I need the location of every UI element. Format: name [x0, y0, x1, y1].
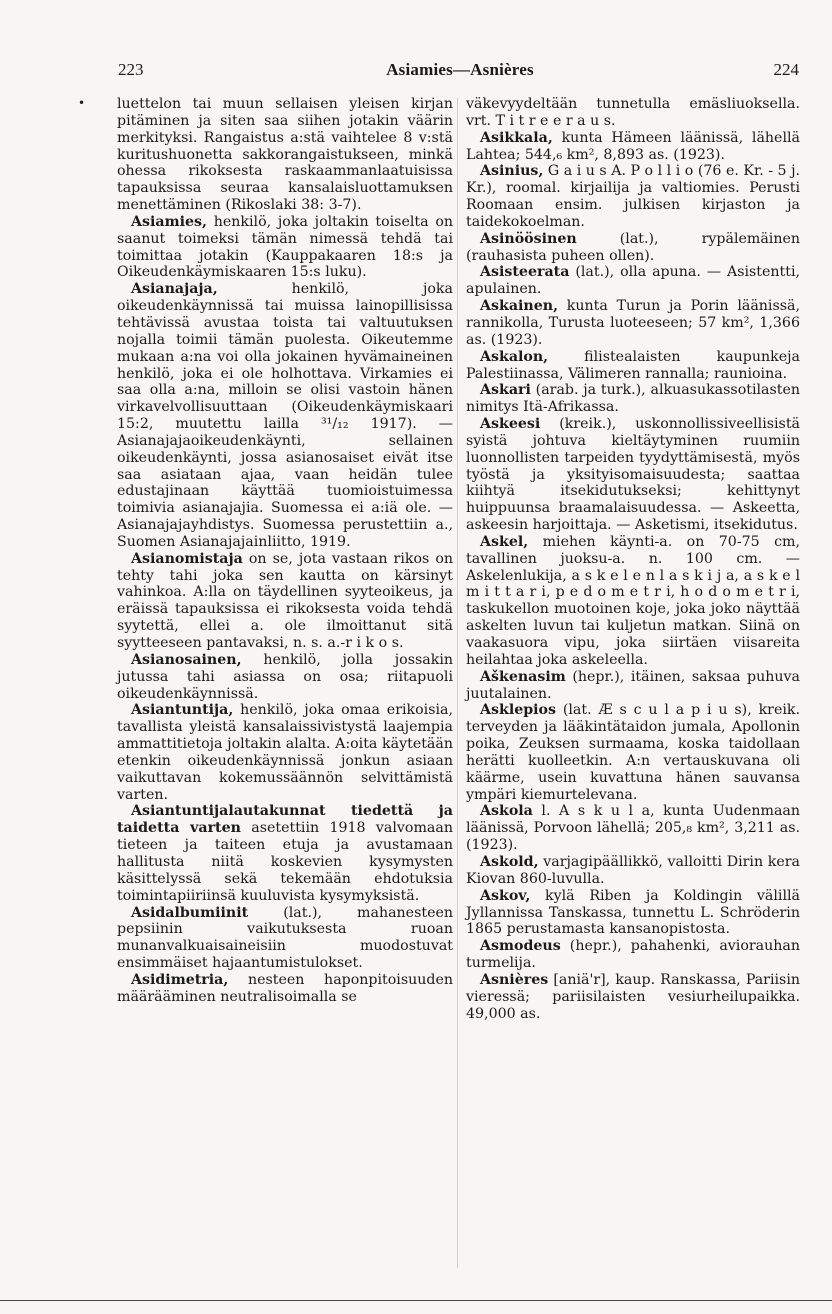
entry-text: (hepr.), itäinen, saksaa puhuva juutalainen.: [466, 668, 800, 702]
entry-text: henkilö, joka oikeudenkäynnissä tai muissa lainopillisissa tehtävissä avustaa toista tai valtuutuksen nojalla toimii tämän puolesta. Oikeutemme mukaan a:na voi olla jokainen hyvämaineinen henkilö, joka ei ole holhottava. Virkamies ei saa olla a:na, milloin se olisi vastoin hänen virkavelvollisuuttaan (Oikeudenkäymiskaari 15:2, muutettu lailla ³¹/₁₂ 1917). — Asianajajaoikeudenkäynti, sellainen oikeudenkäynti, jossa asianosaiset eivät itse saa asiataan ajaa, vaan heidän tulee edustajinaan käyttää tuomioistuimessa toimivia asianajajia. Suomessa ei a:iä ole. — Asianajajayhdistys. Suomessa perustettiin a., Suomen Asianajajainliitto, 1919.: [117, 281, 453, 550]
entry-headword: Asiantuntija,: [131, 702, 234, 719]
entry-headword: Asmodeus: [480, 938, 561, 955]
entry: [117, 803, 453, 904]
entry-text: nesteen haponpitoisuuden määrääminen neutralisoimalla se: [117, 971, 453, 1005]
column-divider: [457, 98, 458, 1268]
entry-headword: Asikkala,: [480, 129, 553, 146]
entry-text: kunta Hämeen läänissä, lähellä Lahtea; 544,₆ km², 8,893 as. (1923).: [466, 129, 800, 163]
entry: [117, 96, 453, 214]
entry-text: (arab. ja turk.), alkuasukassotilasten nimitys Itä-Afrikassa.: [466, 382, 800, 416]
entry-text: on se, jota vastaan rikos on tehty tahi joka sen kautta on kärsinyt vahinkoa. A:lla on täydellinen syyteoikeus, ja eräissä tapauksissa ei rikoksesta voida tehdä syytettä, ellei a. ole ilmoittanut sitä syytteeseen pantavaksi, n. s. a.-r i k o s.: [117, 550, 453, 651]
entry: [466, 534, 800, 669]
entry-text: l. A s k u l a, kunta Uudenmaan läänissä, Porvoon lähellä; 205,₈ km², 3,211 as. (1923).: [466, 803, 800, 854]
right-page-number: 224: [773, 60, 799, 79]
entry-headword: Asianajaja,: [131, 281, 218, 298]
entry-text: filistealaisten kaupunkeja Palestiinassa, Välimeren rannalla; raunioina.: [466, 348, 800, 382]
entry: [466, 349, 800, 383]
entry: [466, 888, 800, 939]
entry-text: varjagipäällikkö, valloitti Dirin kera Kiovan 860-luvulla.: [466, 853, 800, 887]
entry-headword: Askeesi: [480, 416, 541, 433]
entry-headword: Asianosainen,: [131, 651, 242, 668]
entry: [466, 702, 800, 803]
entry: [466, 854, 800, 888]
page-header: [118, 60, 802, 88]
entry: [117, 972, 453, 1006]
right-column: [466, 96, 800, 1022]
entry-text: (lat.), mahanesteen pepsiinin vaikutuksesta ruoan munanvalkuaisaineisiin muodostuvat ensimmäiset hajaantumistulokset.: [117, 904, 453, 972]
entry-headword: Asinius,: [480, 163, 544, 180]
entry-headword: Askold,: [480, 853, 539, 870]
entry-text: (lat.), olla apuna. — Asistentti, apulainen.: [466, 264, 800, 298]
entry-headword: Asisteerata: [480, 264, 570, 281]
entry-text: (hepr.), pahahenki, aviorauhan turmelija.: [466, 938, 800, 972]
page-bottom-edge: [0, 1300, 832, 1301]
entry-headword: Askola: [480, 803, 533, 820]
entry: [466, 96, 800, 130]
left-column: [117, 96, 453, 1006]
entry-text: (kreik.), uskonnollissiveellisistä syistä johtuva kieltäytyminen ruumiin luonnollisten tarpeiden tyydyttämisestä, myös työstä ja yksityisomaisuudesta; saattaa kiihtyä itsekidutukseksi; kehittynyt huippuunsa braamalaisuudessa. — Askeetta, askeesin harjoittaja. — Asketismi, itsekidutus.: [466, 416, 800, 534]
entry: [117, 702, 453, 803]
entry: [466, 130, 800, 164]
entry: [466, 163, 800, 230]
entry-headword: Askainen,: [480, 298, 559, 315]
entry: [466, 669, 800, 703]
entry-headword: Askov,: [480, 887, 531, 904]
entry: [466, 382, 800, 416]
entry-text: miehen käynti-a. on 70-75 cm, tavallinen juoksu-a. n. 100 cm. — Askelenlukija, a s k e l e n l a s k i j a, a s k e l m i t t a r i, p e d o m e t r i, h o d o m e t r i, taskukellon muotoinen koje, joka joko näyttää askelten luvun tai kuljetun matkan. Siinä on vaakasuora vipu, joka siirtäen viisareita heilahtaa joka askeleella.: [466, 533, 800, 668]
entry: [466, 264, 800, 298]
entry: [117, 214, 453, 281]
entry-headword: Asidimetria,: [131, 971, 229, 988]
running-title: Asiamies—Asnières: [386, 60, 534, 79]
entry: [466, 231, 800, 265]
entry: [466, 972, 800, 1023]
entry-text: kunta Turun ja Porin läänissä, rannikolla, Turusta luoteeseen; 57 km², 1,366 as. (1923).: [466, 298, 800, 348]
entry-text: henkilö, joka omaa erikoisia, tavallista yleistä kansalaissivistystä laajempia ammattitietoja joltakin alalta. A:oita käytetään etenkin oikeudenkäynnissä jonkun asiaan vaikuttavan kokemussäännön selvittämistä varten.: [117, 702, 453, 803]
entry-headword: Asianomistaja: [131, 550, 243, 567]
entry-headword: Asiamies,: [131, 213, 207, 230]
entry-text: henkilö, jolla jossakin jutussa tahi asiassa on osa; riitapuoli oikeudenkäynnissä.: [117, 651, 453, 702]
entry: [117, 905, 453, 972]
entry-headword: Asiantuntijalautakunnat tiedettä ja taidetta varten: [117, 803, 453, 837]
entry-text: kylä Riben ja Koldingin välillä Jyllannissa Tanskassa, tunnettu L. Schröderin 1865 perustamasta kansanopistosta.: [466, 887, 800, 938]
entry-text: asetettiin 1918 valvomaan tieteen ja taiteen etuja ja avustamaan hallitusta niitä koskevien kysymysten käsittelyssä sekä tekemään ehdotuksia toimintapiiriinsä kuuluvista kysymyksistä.: [117, 820, 453, 904]
margin-mark: •: [78, 96, 86, 110]
entry-text: G a i u s A. P o l l i o (76 e. Kr. - 5 j. Kr.), roomal. kirjailija ja valtiomies. Perusti Roomaan ensim. julkisen kirjaston ja taidekokoelman.: [466, 163, 800, 230]
entry: [117, 652, 453, 703]
entry-text: luettelon tai muun sellaisen yleisen kirjan pitäminen ja siten saa siihen jotakin väärin merkityksi. Rangaistus a:stä vaihtelee 8 v:stä kuritushuonetta sakkorangaistukseen, minkä ohessa rikoksesta raskaammanlaatuisissa tapauksissa seuraa kansalaisluottamuksen menettäminen (Rikoslaki 38: 3-7).: [117, 96, 453, 214]
left-page-number: 223: [118, 60, 144, 79]
entry-headword: Askalon,: [480, 348, 549, 365]
entry-headword: Aškenasim: [480, 668, 566, 685]
entry: [466, 416, 800, 534]
entry-headword: Asinöösinen: [480, 230, 577, 247]
entry-text: [aniä'r], kaup. Ranskassa, Pariisin vieressä; pariisilaisten vesiurheilupaikka. 49,000 as.: [466, 971, 800, 1022]
entry-headword: Asnières: [480, 971, 549, 988]
entry-text: väkevyydeltään tunnetulla emäsliuoksella. vrt. T i t r e e r a u s.: [466, 96, 800, 129]
entry: [117, 551, 453, 652]
entry: [466, 938, 800, 972]
entry-headword: Askel,: [480, 533, 529, 550]
entry-text: (lat. Æ s c u l a p i u s), kreik. terveyden ja lääkintätaidon jumala, Apollonin poika, Zeuksen surmaama, koska taidollaan herätti kuolleetkin. A:n vertauskuvana oli käärme, usein kuvattuna hänen sauvansa ympäri kiemurtelevana.: [466, 702, 800, 803]
entry: [466, 803, 800, 854]
entry-headword: Asidalbumiinit: [131, 904, 249, 921]
entry: [466, 298, 800, 349]
entry-text: (lat.), rypälemäinen (rauhasista puheen ollen).: [466, 230, 800, 264]
entry-text: henkilö, joka joltakin toiselta on saanut toimeksi tämän nimessä tehdä tai toimittaa jotakin (Kauppakaaren 18:s ja Oikeudenkäymiskaaren 15:s luku).: [117, 213, 453, 281]
entry: [117, 281, 453, 551]
entry-headword: Askari: [480, 382, 531, 399]
entry-headword: Asklepios: [480, 702, 557, 719]
